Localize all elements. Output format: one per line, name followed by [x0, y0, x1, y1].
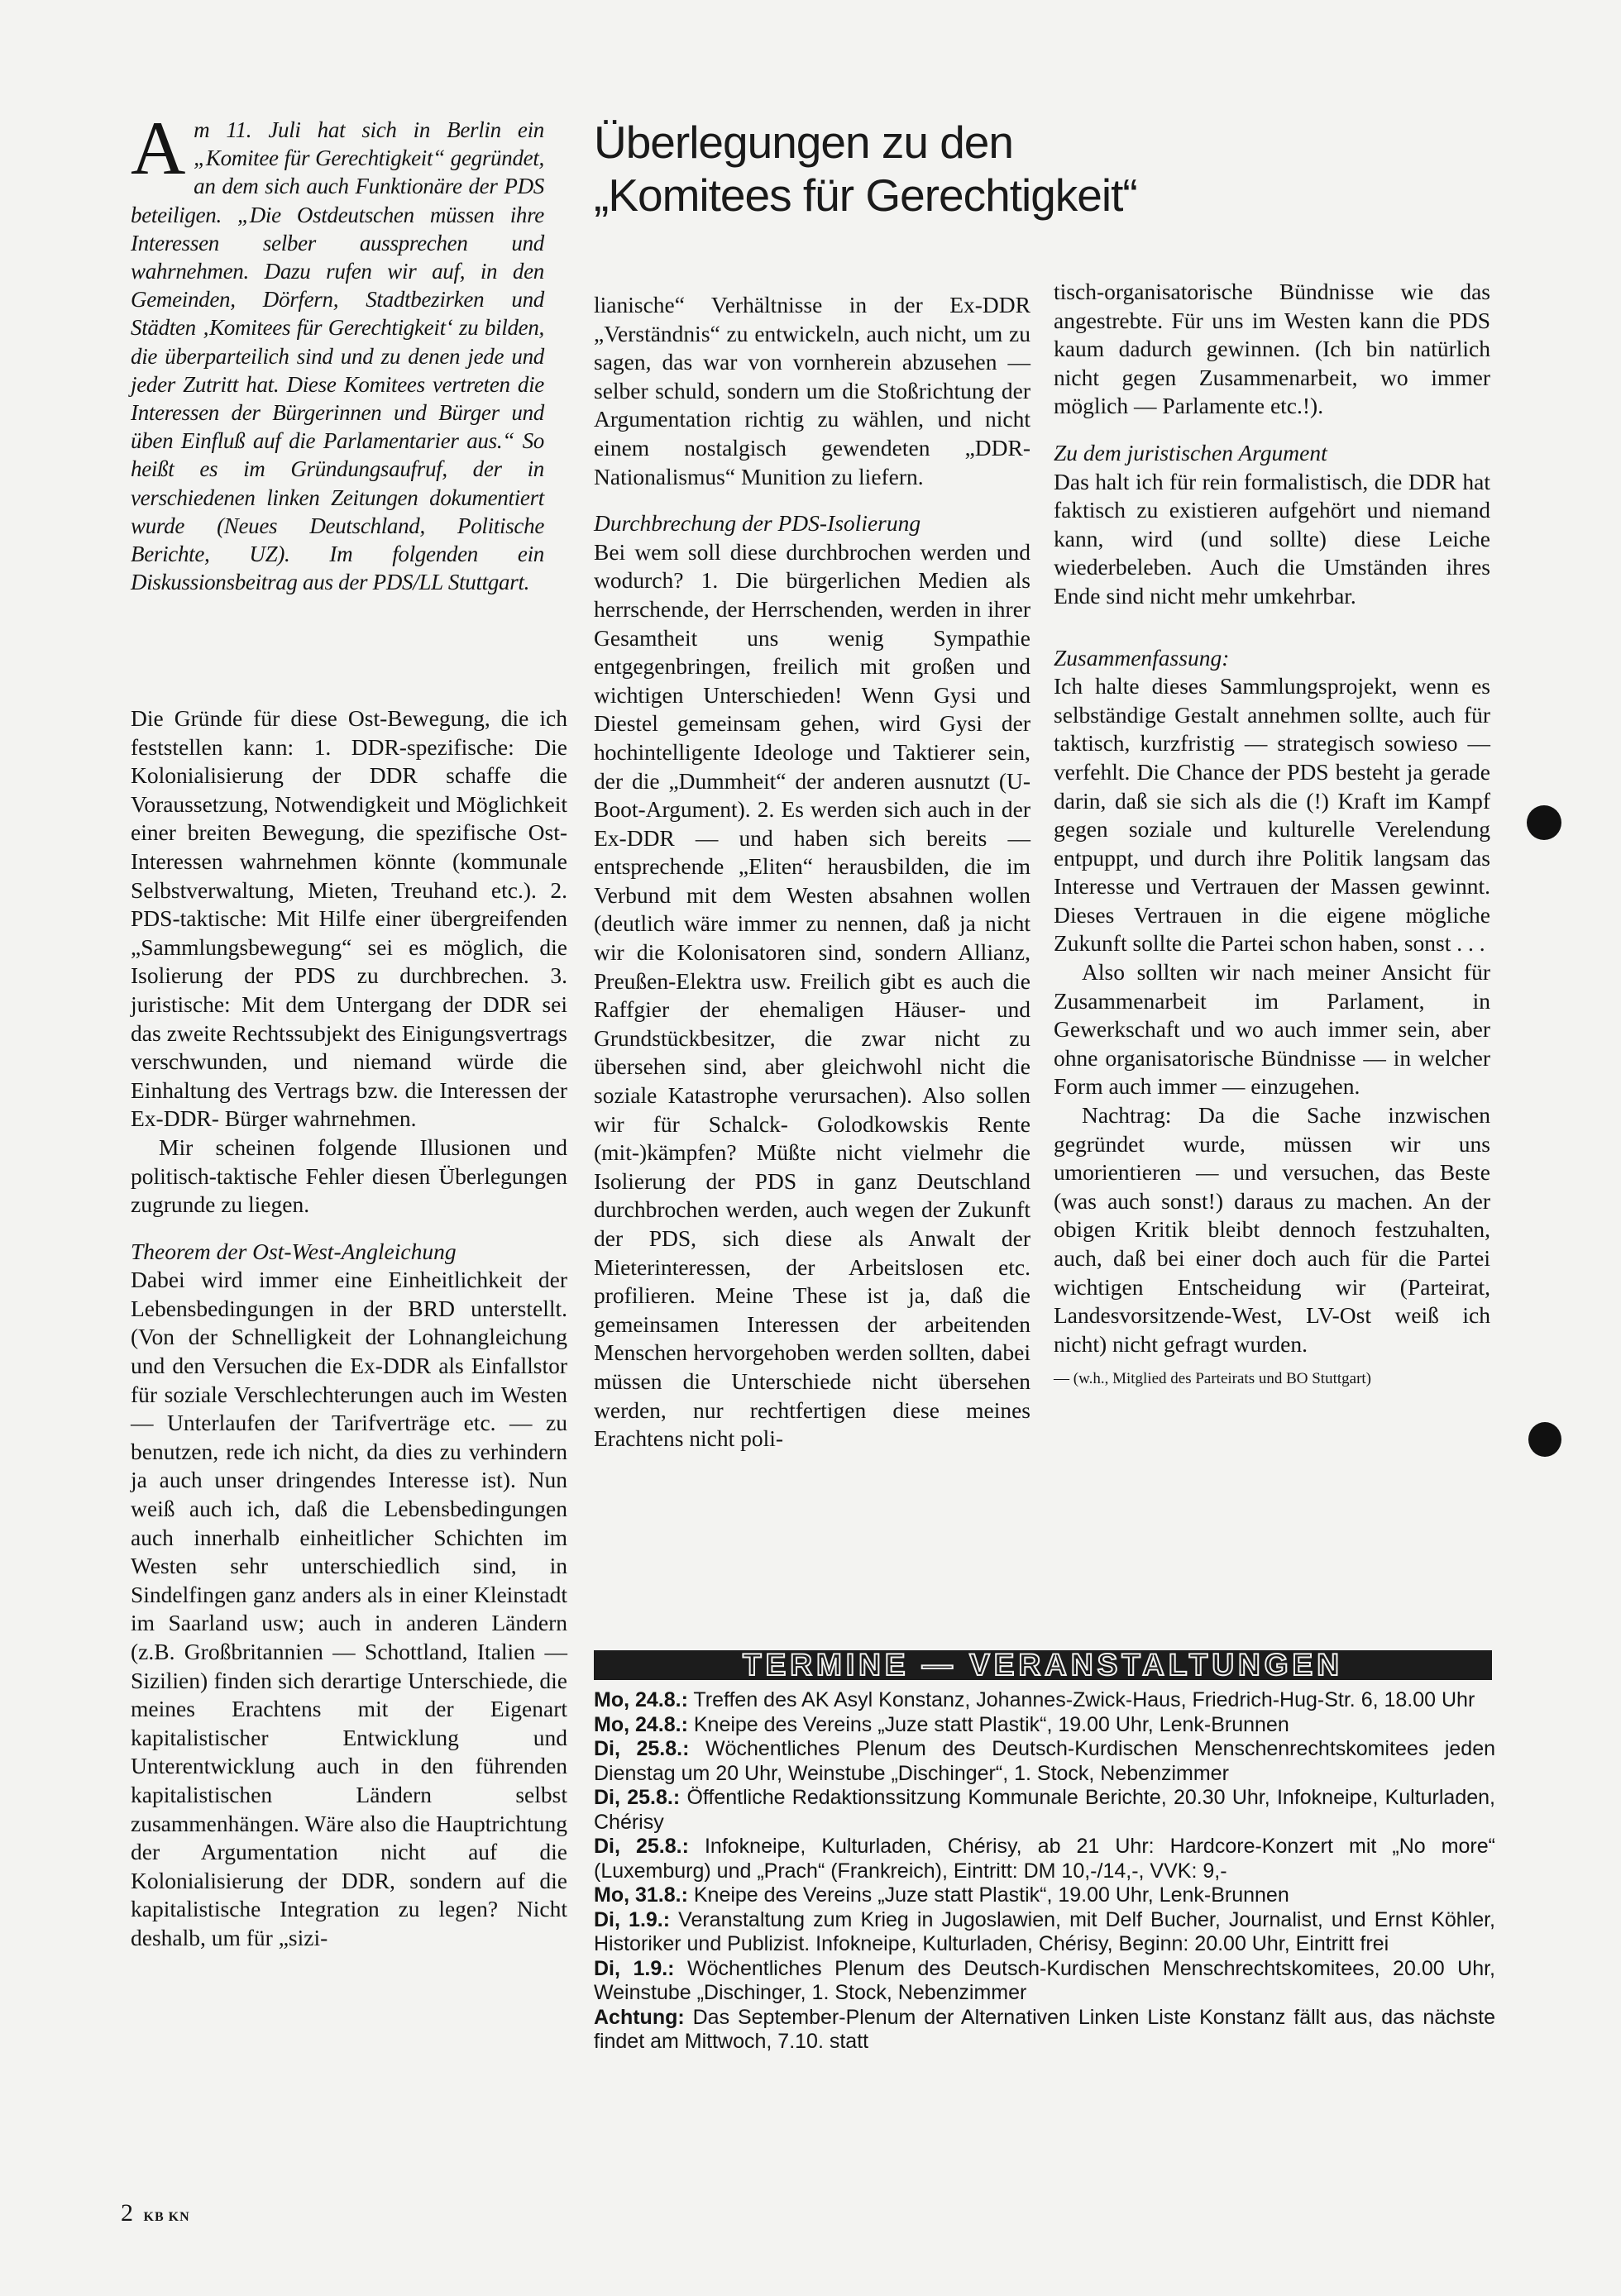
event-item [594, 2006, 1495, 2055]
paragraph: Nachtrag: Da die Sache inzwischen gegründet wurde, müssen wir uns umorientieren — und versuchen, das Beste (was auch sonst!) daraus zu machen. An der obigen Kritik bleibt dennoch festzuhalten, auch, daß bei einer doch auch für die Partei wichtigen Entscheidung wir (Parteirat, Landesvorsitzende-West, LV-Ost weiß ich nicht) nicht gefragt wurden. [1054, 1102, 1490, 1357]
event-date: Di, 1.9.: [594, 1956, 675, 1980]
subheading: Durchbrechung der PDS-Isolierung [594, 510, 921, 537]
event-item [594, 1786, 1495, 1835]
event-date: Di, 25.8.: [594, 1737, 690, 1760]
event-date: Di, 25.8.: [594, 1835, 689, 1858]
punch-hole-bottom [1528, 1422, 1561, 1457]
paragraph: Bei wem soll diese durchbrochen werden und wodurch? 1. Die bürgerlichen Medien als herrschende, der Herrschenden, werden in ihrer Gesamtheit uns wenig Sympathie entgegenbringen, freilich mit großen und wichtigen Unterschieden! Wenn Gysi und Diestel gemeinsam gehen, wird Gysi der hochintelligente Ideologe und Taktierer sein, der die „Dummheit“ der anderen ausnutzt (U-Boot-Argument). 2. Es werden sich auch in der Ex-DDR — und haben sich bereits — entsprechende „Eliten“ herausbilden, die im Verbund mit dem Westen absahnen wollen (deutlich wäre immer zu nennen, daß ja nicht wir die Kolonisatoren sind, sondern Allianz, Preußen-Elektra usw. Freilich gibt es auch die Raffgier der ehemaligen Häuser- und Grundstückbesitzer, die zwar nicht zu übersehen sind, aber gleichwohl nicht die soziale Katastrophe verursachen). Also sollen wir für Schalck- Golodkowskis Rente (mit-)kämpfen? Müßte nicht vielmehr die Isolierung der PDS in ganz Deutschland durchbrochen werden, auch wegen der Zukunft der PDS, sich diese als Anwalt der Mieterinteressen, der Arbeitslosen etc. profilieren. Meine These ist ja, daß die gemeinsamen Interessen der arbeitenden Menschen hervorgehoben werden sollten, dabei müssen die Unterschiede nicht übersehen werden, nur rechtfertigen diese meines Erachtens nicht poli- [594, 538, 1030, 1452]
paragraph: Das halt ich für rein formalistisch, die DDR hat faktisch zu existieren aufgehört und niemand kann, wird (und sollte) diese Leiche wiederbeleben. Auch die Umständen ihres Ende sind nicht mehr umkehrbar. [1054, 468, 1490, 609]
event-text: Treffen des AK Asyl Konstanz, Johannes-Zwick-Haus, Friedrich-Hug-Str. 6, 18.00 Uhr [687, 1688, 1475, 1711]
paragraph: Die Gründe für diese Ost-Bewegung, die ich feststellen kann: 1. DDR-spezifische: Die Kolonialisierung der DDR schaffe die Voraussetzung, Notwendigkeit und Möglichkeit einer breiten Bewegung, die spezifische Ost-Interessen wahrnehmen könnte (kommunale Selbstverwaltung, Mieten, Treuhand etc.). 2. PDS-taktische: Mit Hilfe einer übergreifenden „Sammlungsbewegung“ sei es möglich, die Isolierung der PDS zu durchbrechen. 3. juristische: Mit dem Untergang der DDR sei das zweite Rechtssubjekt des Einigungsvertrags verschwunden, und niemand würde die Einhaltung des Vertrags bzw. die Interessen der Ex-DDR- Bürger wahrnehmen. [131, 705, 567, 1132]
article-headline [594, 116, 1504, 222]
events-banner [594, 1650, 1492, 1680]
subheading: Zu dem juristischen Argument [1054, 439, 1327, 465]
paragraph: tisch-organisatorische Bündnisse wie das angestrebte. Für uns im Westen kann die PDS kaum dadurch gewinnen. (Ich bin natürlich nicht gegen Zusammenarbeit, wo immer möglich — Parlamente etc.!). [1054, 279, 1490, 419]
event-text: Kneipe des Vereins „Juze statt Plastik“, 19.00 Uhr, Lenk-Brunnen [687, 1883, 1289, 1907]
event-date: Achtung: [594, 2005, 685, 2029]
event-text: Wöchentliches Plenum des Deutsch-Kurdischen Menschenrechtskomitees jeden Dienstag um 20 Uhr, Weinstube „Dischinger“, 1. Stock, Nebenzimmer [594, 1737, 1496, 1785]
punch-hole-top [1527, 805, 1561, 840]
event-date: Mo, 24.8.: [594, 1688, 688, 1711]
event-item [594, 1835, 1495, 1883]
paragraph: lianische“ Verhältnisse in der Ex-DDR „Verständnis“ zu entwickeln, auch nicht, um zu sagen, das war von vornherein abzusehen — selber schuld, sondern um die Stoßrichtung der Argumentation richtig zu wählen, und nicht einem nostalgisch gewendeten „DDR- Nationalismus“ Munition zu liefern. [594, 292, 1030, 489]
event-date: Mo, 24.8.: [594, 1712, 688, 1736]
paragraph: Mir scheinen folgende Illusionen und politisch-taktische Fehler diesen Überlegungen zugrunde zu liegen. [131, 1134, 567, 1218]
intro-box [131, 106, 544, 596]
event-date: Mo, 31.8.: [594, 1883, 688, 1907]
event-text: Wöchentliches Plenum des Deutsch-Kurdischen Menschrechtskomitees, 20.00 Uhr, Weinstube „Dischinger, 1. Stock, Nebenzimmer [594, 1956, 1496, 2004]
events-title: TERMINE — VERANSTALTUNGEN [743, 1648, 1343, 1682]
event-item [594, 1688, 1495, 1713]
event-text: Kneipe des Vereins „Juze statt Plastik“, 19.00 Uhr, Lenk-Brunnen [687, 1712, 1289, 1736]
subheading: Theorem der Ost-West-Angleichung [131, 1238, 457, 1264]
event-text: Veranstaltung zum Krieg in Jugoslawien, mit Delf Bucher, Journalist, und Ernst Köhler, Historiker und Publizist. Infokneipe, Kulturladen, Chérisy, Beginn: 20.00 Uhr, Eintritt frei [594, 1907, 1495, 1955]
event-text: Öffentliche Redaktionssitzung Kommunale Berichte, 20.30 Uhr, Infokneipe, Kulturladen, Chérisy [594, 1786, 1495, 1834]
author-signature: — (w.h., Mitglied des Parteirats und BO Stuttgart) [1054, 1370, 1371, 1388]
event-text: Infokneipe, Kulturladen, Chérisy, ab 21 Uhr: Hardcore-Konzert mit „No more“ (Luxemburg) und „Prach“ (Frankreich), Eintritt: DM 10,-/14,-, VVK: 9,- [594, 1835, 1495, 1883]
paragraph: Ich halte dieses Sammlungsprojekt, wenn es selbständige Gestalt annehmen sollte, auch für taktisch, kurzfristig — strategisch sowieso — verfehlt. Die Chance der PDS besteht ja gerade darin, daß sie sich als die (!) Kraft im Kampf gegen soziale und kulturelle Verelendung entpuppt, und durch ihre Politik langsam das Interesse und Vertrauen der Massen gewinnt. Dieses Vertrauen in die eigene mögliche Zukunft sollte die Partei schon haben, sonst . . . [1054, 673, 1490, 957]
event-date: Di, 25.8.: [594, 1786, 681, 1809]
publication-name: KB KN [143, 2210, 190, 2224]
page-number: 2 [121, 2199, 133, 2227]
column-3 [1054, 278, 1490, 1394]
paragraph: Dabei wird immer eine Einheitlichkeit der Lebensbedingungen in der BRD unterstellt. (Von der Schnelligkeit der Lohnangleichung und den Versuchen die Ex-DDR als Einfallstor für soziale Verschlechterungen auch im Westen — Unterlaufen der Tarifverträge etc. — zu benutzen, rede ich nicht, da dies zu verhindern ja auch unser dringendes Interesse ist). Nun weiß auch ich, daß die Lebensbedingungen auch innerhalb einheitlicher Schichten im Westen sehr unterschiedlich sind, in Sindelfingen ganz anders als in einer Kleinstadt im Saarland usw; auch in anderen Ländern (z.B. Großbritannien — Schottland, Italien — Sizilien) finden sich derartige Unterschiede, die meines Erachtens mit der Eigenart kapitalistischer Entwicklung und Unterentwicklung auch in den führenden kapitalistischen Ländern selbst zusammenhängen. Wäre also die Hauptrichtung der Argumentation nicht auf die Kolonialisierung der DDR, sondern auf die kapitalistische Integration zu legen? Nicht deshalb, um für „sizi- [131, 1267, 567, 1950]
event-item [594, 1713, 1495, 1738]
events-list [594, 1688, 1495, 2055]
paragraph: Also sollten wir nach meiner Ansicht für Zusammenarbeit im Parlament, in Gewerkschaft und wo auch immer sein, aber ohne organisatorische Bündnisse — in welcher Form auch immer — einzugehen. [1054, 959, 1490, 1100]
event-item [594, 1957, 1495, 2006]
headline-line-2: „Komitees für Gerechtigkeit“ [594, 169, 1137, 221]
column-2 [594, 291, 1030, 1453]
headline-line-1: Überlegungen zu den [594, 117, 1013, 168]
event-text: Das September-Plenum der Alternativen Linken Liste Konstanz fällt aus, das nächste findet am Mittwoch, 7.10. statt [594, 2005, 1495, 2053]
intro-text: m 11. Juli hat sich in Berlin ein „Komitee für Gerechtigkeit“ gegründet, an dem sich auch Funktionäre der PDS beteiligen. „Die Ostdeutschen müssen ihre Interessen selber aussprechen und wahrnehmen. Dazu rufen wir auf, in den Gemeinden, Dörfern, Stadtbezirken und Städten ‚Komitees für Gerechtigkeit‘ zu bilden, die überparteilich sind und zu denen jede und jeder Zutritt hat. Diese Komitees vertreten die Interessen der Bürgerinnen und Bürger und üben Einfluß auf die Parlamentarier aus.“ So heißt es im Gründungsaufruf, der in verschiedenen linken Zeitungen dokumentiert wurde (Neues Deutschland, Politische Berichte, UZ). Im folgenden ein Diskussionsbeitrag aus der PDS/LL Stuttgart. [131, 117, 544, 595]
event-date: Di, 1.9.: [594, 1907, 671, 1931]
event-item [594, 1737, 1495, 1786]
drop-cap: A [131, 106, 186, 190]
column-1 [131, 704, 567, 1953]
page-footer [121, 2201, 190, 2230]
event-item [594, 1908, 1495, 1957]
event-item [594, 1883, 1495, 1908]
subheading: Zusammenfassung: [1054, 644, 1230, 671]
